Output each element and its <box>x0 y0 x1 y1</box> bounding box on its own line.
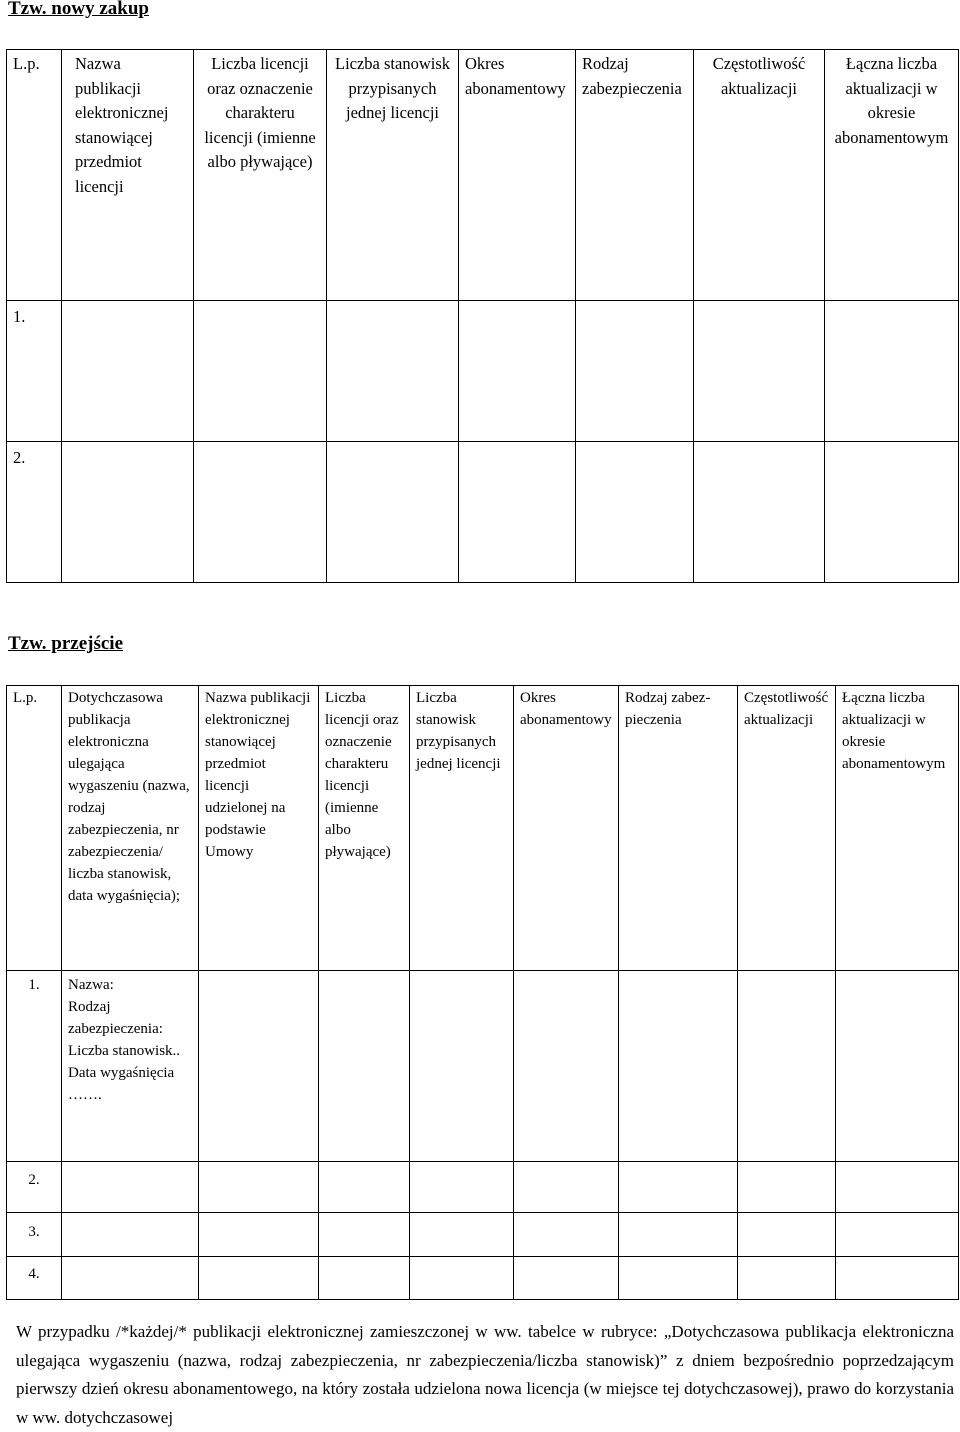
empty-cell[interactable] <box>514 1213 619 1257</box>
empty-cell[interactable] <box>619 1213 738 1257</box>
empty-cell[interactable] <box>619 1257 738 1300</box>
header-protection-type: Rodzaj zabez-pieczenia <box>619 686 738 971</box>
header-license-count: Liczba licencji oraz oznaczenie charakteru licencji (imienne albo pływające) <box>319 686 410 971</box>
empty-cell[interactable] <box>194 442 327 583</box>
empty-cell[interactable] <box>694 442 825 583</box>
empty-cell[interactable] <box>514 1257 619 1300</box>
table-header-row <box>7 686 959 971</box>
empty-cell[interactable] <box>199 1257 319 1300</box>
empty-cell[interactable] <box>319 1257 410 1300</box>
empty-cell[interactable] <box>410 1257 514 1300</box>
empty-cell[interactable] <box>514 971 619 1162</box>
field-label-protection-type: Rodzaj zabezpieczenia: <box>68 999 163 1037</box>
header-publication-name: Nazwa publikacji elektronicznej stanowiącej przedmiot licencji udzielonej na podstawie Umowy <box>199 686 319 971</box>
header-update-frequency: Częstotliwość aktualizacji <box>738 686 836 971</box>
empty-cell[interactable] <box>738 1162 836 1213</box>
header-total-updates: Łączna liczba aktualizacji w okresie abonamentowym <box>836 686 959 971</box>
empty-cell[interactable] <box>459 301 576 442</box>
header-total-updates: Łączna liczba aktualizacji w okresie abonamentowym <box>825 50 959 301</box>
empty-cell[interactable] <box>738 971 836 1162</box>
empty-cell[interactable] <box>576 301 694 442</box>
table-row <box>7 442 959 583</box>
empty-cell[interactable] <box>738 1213 836 1257</box>
table-row <box>7 301 959 442</box>
new-purchase-table <box>6 49 959 583</box>
section1-title: Tzw. nowy zakup <box>8 0 149 19</box>
header-seats-per-license: Liczba stanowisk przypisanych jednej licencji <box>327 50 459 301</box>
empty-cell[interactable] <box>825 301 959 442</box>
section2-title: Tzw. przejście <box>8 633 124 654</box>
empty-cell[interactable] <box>514 1162 619 1213</box>
row-number: 2. <box>7 1162 62 1213</box>
field-label-expiry-date: Data wygaśnięcia <box>68 1065 175 1081</box>
empty-cell[interactable] <box>62 1162 199 1213</box>
empty-cell[interactable] <box>825 442 959 583</box>
field-label-name: Nazwa: <box>68 977 114 993</box>
header-update-frequency: Częstotliwość aktualizacji <box>694 50 825 301</box>
empty-cell[interactable] <box>327 301 459 442</box>
field-label-seat-count: Liczba stanowisk.. <box>68 1043 181 1059</box>
header-lp: L.p. <box>7 50 62 301</box>
empty-cell[interactable] <box>459 442 576 583</box>
row-number: 1. <box>7 971 62 1162</box>
empty-cell[interactable] <box>319 971 410 1162</box>
header-license-count: Liczba licencji oraz oznaczenie charakteru licencji (imienne albo pływające) <box>194 50 327 301</box>
empty-cell[interactable] <box>410 1162 514 1213</box>
header-publication-name: Nazwa publikacji elektronicznej stanowiącej przedmiot licencji <box>62 50 194 301</box>
previous-publication-cell[interactable] <box>62 971 199 1162</box>
empty-cell[interactable] <box>836 1213 959 1257</box>
table-row <box>7 971 959 1162</box>
empty-cell[interactable] <box>836 1162 959 1213</box>
table-row <box>7 1213 959 1257</box>
empty-cell[interactable] <box>836 1257 959 1300</box>
field-placeholder-dots: ……. <box>68 1087 102 1103</box>
row-number: 1. <box>7 301 62 442</box>
row-number: 3. <box>7 1213 62 1257</box>
empty-cell[interactable] <box>199 1162 319 1213</box>
empty-cell[interactable] <box>410 1213 514 1257</box>
empty-cell[interactable] <box>410 971 514 1162</box>
empty-cell[interactable] <box>319 1213 410 1257</box>
empty-cell[interactable] <box>738 1257 836 1300</box>
empty-cell[interactable] <box>62 442 194 583</box>
empty-cell[interactable] <box>694 301 825 442</box>
header-subscription-period: Okres abonamentowy <box>514 686 619 971</box>
empty-cell[interactable] <box>836 971 959 1162</box>
row-number: 4. <box>7 1257 62 1300</box>
footer-paragraph: W przypadku /*każdej/* publikacji elektronicznej zamieszczonej w ww. tabelce w rubryce: „Dotychczasowa publikacja elektroniczna ulegająca wygaszeniu (nazwa, rodzaj zabezpieczenia, nr zabezpieczenia/liczba stanowisk)” z dniem bezpośrednio poprzedzającym pierwszy dzień okresu abonamentowego, na który została udzielona nowa licencja (w miejsce tej dotychczasowej), prawo do korzystania w ww. dotychczasowej <box>16 1322 954 1427</box>
empty-cell[interactable] <box>62 1213 199 1257</box>
empty-cell[interactable] <box>199 971 319 1162</box>
header-previous-publication: Dotychczasowa publikacja elektroniczna ulegająca wygaszeniu (nazwa, rodzaj zabezpieczenia, nr zabezpieczenia/ liczba stanowisk, data wygaśnięcia); <box>62 686 199 971</box>
empty-cell[interactable] <box>62 1257 199 1300</box>
empty-cell[interactable] <box>319 1162 410 1213</box>
header-seats-per-license: Liczba stanowisk przypisanych jednej licencji <box>410 686 514 971</box>
empty-cell[interactable] <box>619 1162 738 1213</box>
empty-cell[interactable] <box>199 1213 319 1257</box>
transition-table <box>6 685 959 1300</box>
empty-cell[interactable] <box>62 301 194 442</box>
header-protection-type: Rodzaj zabezpieczenia <box>576 50 694 301</box>
table-header-row <box>7 50 959 301</box>
empty-cell[interactable] <box>327 442 459 583</box>
empty-cell[interactable] <box>576 442 694 583</box>
table-row <box>7 1162 959 1213</box>
row-number: 2. <box>7 442 62 583</box>
header-lp: L.p. <box>7 686 62 971</box>
empty-cell[interactable] <box>619 971 738 1162</box>
header-subscription-period: Okres abonamentowy <box>459 50 576 301</box>
empty-cell[interactable] <box>194 301 327 442</box>
table-row <box>7 1257 959 1300</box>
